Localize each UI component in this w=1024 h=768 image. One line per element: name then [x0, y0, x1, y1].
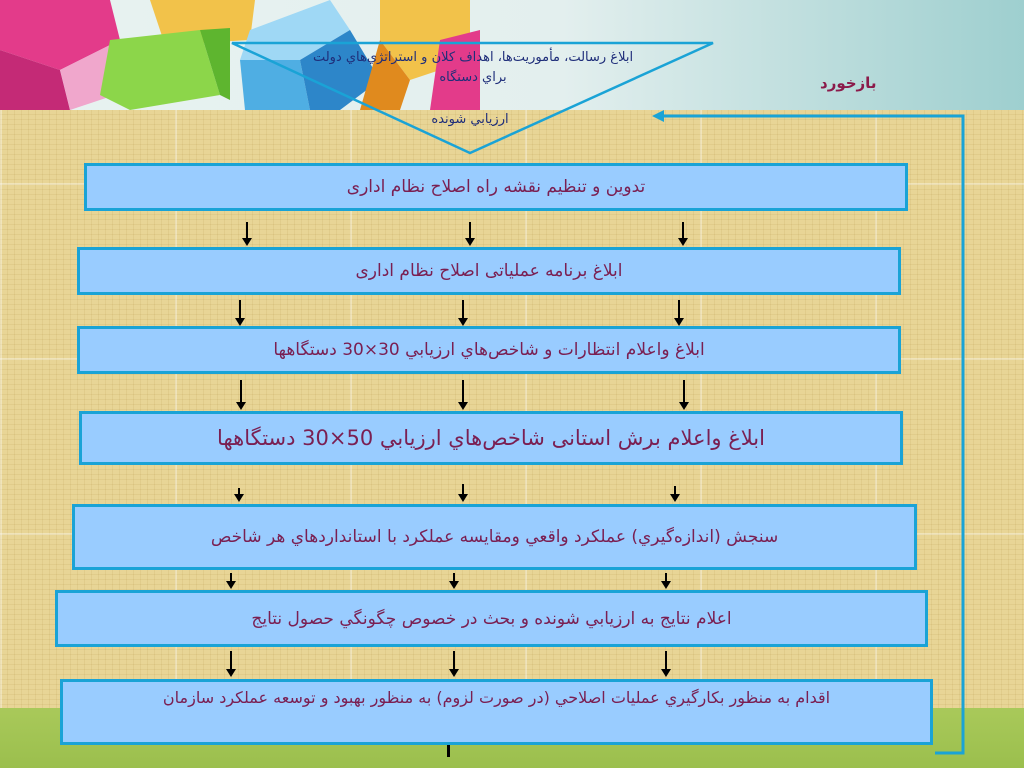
flow-arrow	[469, 222, 471, 244]
flow-arrow	[240, 380, 242, 408]
triangle-text-line1: ابلاغ رسالت، مأموريت‌ها، اهداف كلان و استراتژي‌هاي دولت	[312, 50, 634, 65]
flow-arrow	[239, 300, 241, 324]
step-3-box: ابلاغ واعلام انتظارات و شاخص‌هاي ارزيابي 30×30 دستگاهها	[77, 326, 901, 374]
step-1-box: تدوين و تنظيم نقشه راه اصلاح نظام اداری	[84, 163, 908, 211]
flow-arrow	[238, 488, 240, 500]
feedback-label: بازخورد	[820, 74, 877, 92]
flow-arrow	[665, 651, 667, 675]
step-2-box: ابلاغ برنامه عملياتی اصلاح نظام اداری	[77, 247, 901, 295]
triangle-text-line3: ارزيابي شونده	[431, 112, 509, 127]
bottom-connector	[447, 745, 450, 757]
flow-arrow	[462, 484, 464, 500]
step-7-box: اقدام به منظور بكارگيري عمليات اصلاحي (در صورت لزوم) به منظور بهبود و توسعه عملكرد سازمان	[60, 679, 933, 745]
flow-arrow	[453, 651, 455, 675]
step-5-box: سنجش (اندازه‌گيري) عملكرد واقعي ومقايسه عملكرد با استانداردهاي هر شاخص	[72, 504, 917, 570]
flow-arrow	[678, 300, 680, 324]
flow-arrow	[682, 222, 684, 244]
step-6-box: اعلام نتايج به ارزيابي شونده و بحث در خصوص چگونگي حصول نتايج	[55, 590, 928, 647]
step-4-box: ابلاغ واعلام برش استانی شاخص‌هاي ارزيابي 50×30 دستگاهها	[79, 411, 903, 465]
flow-arrow	[230, 573, 232, 587]
triangle-text-line2: براي دستگاه	[439, 70, 507, 85]
flow-arrow	[683, 380, 685, 408]
flow-arrow	[246, 222, 248, 244]
flow-arrow	[665, 573, 667, 587]
flow-arrow	[230, 651, 232, 675]
flow-arrow	[462, 300, 464, 324]
flow-arrow	[462, 380, 464, 408]
flow-arrow	[453, 573, 455, 587]
flow-arrow	[674, 486, 676, 500]
